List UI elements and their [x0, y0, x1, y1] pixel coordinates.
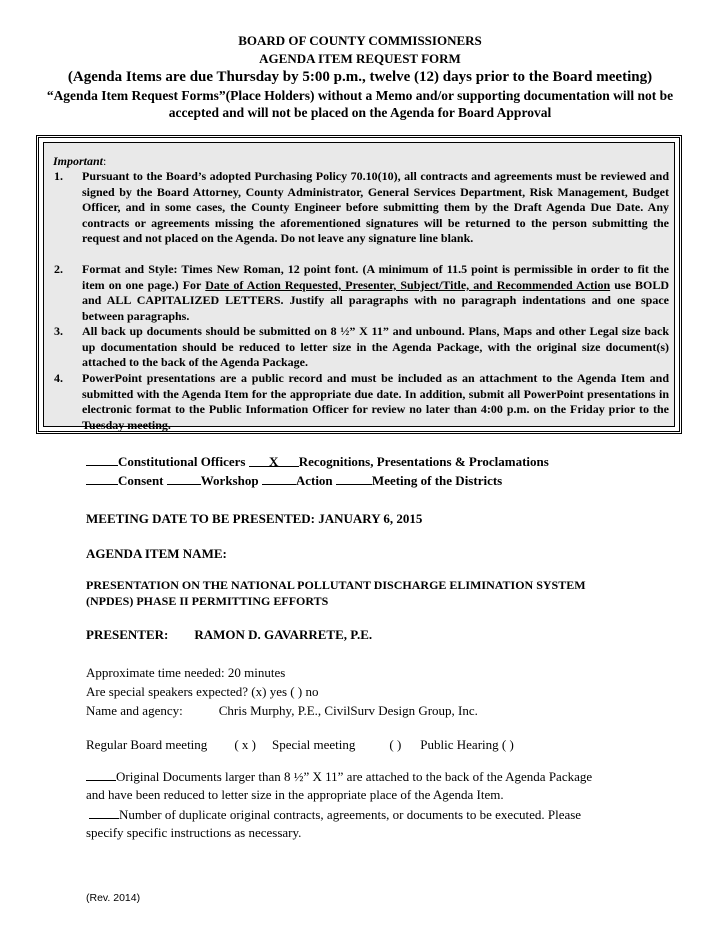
placeholder-notice: “Agenda Item Request Forms”(Place Holders) without a Memo and/or supporting documentation will not be accepted and will not be placed on the Agenda for Board Approval [46, 88, 674, 120]
agenda-item-name-line-1: PRESENTATION ON THE NATIONAL POLLUTANT DISCHARGE ELIMINATION SYSTEM [86, 578, 586, 592]
districts-blank[interactable] [336, 472, 372, 485]
originals-blank[interactable] [86, 768, 116, 781]
duplicates-blank[interactable] [89, 806, 119, 819]
form-title: BOARD OF COUNTY COMMISSIONERS [238, 33, 482, 48]
deadline-notice: (Agenda Items are due Thursday by 5:00 p.m., twelve (12) days prior to the Board meeting) [67, 69, 653, 85]
form-subtitle: AGENDA ITEM REQUEST FORM [259, 51, 461, 66]
agenda-item-label: AGENDA ITEM NAME: [86, 546, 227, 561]
presenter-label: PRESENTER: [86, 627, 169, 642]
agenda-item-name-line-2: (NPDES) PHASE II PERMITTING EFFORTS [86, 594, 329, 608]
category-row-2: Consent Workshop Action Meeting of the Districts [86, 472, 502, 489]
time-needed: Approximate time needed: 20 minutes [86, 665, 286, 680]
revision-footer: (Rev. 2014) [86, 892, 141, 904]
special-speakers: Are special speakers expected? (x) yes ( ) no [86, 684, 319, 699]
consent-blank[interactable] [86, 472, 118, 485]
duplicates-line-2: specify specific instructions as necessary. [86, 825, 302, 840]
presenter-row [86, 627, 372, 643]
originals-line-1: Original Documents larger than 8 ½” X 11” are attached to the back of the Agenda Package [86, 768, 592, 785]
meeting-date: MEETING DATE TO BE PRESENTED: JANUARY 6, 2015 [86, 511, 423, 526]
action-blank[interactable] [262, 472, 296, 485]
recognitions-blank[interactable]: X [249, 454, 299, 467]
important-box [36, 135, 682, 434]
category-row-1: Constitutional Officers X Recognitions, Presentations & Proclamations [86, 453, 549, 470]
important-box-inner: Important: 1. Pursuant to the Board’s adopted Purchasing Policy 70.10(10), all contracts and agreements must be reviewed and signed by the Board Attorney, County Administrator, General Services Department, Risk Management, Budget Officer, and in some cases, the County Engineer before submitting them by the Draft Agenda Due Date. Any contracts or agreements missing the aforementioned signatures will be returned to the person submitting the request and not placed on the Agenda. Do not leave any signature line blank. 2. Format and Style: Times New Roman, 12 point font. (A minimum of 11.5 point is permissible in order to fit the item on one page.) For Date of Action Requested, Presenter, Subject/Title, and Recommended Action use BOLD and ALL CAPITALIZED LETTERS. Justify all paragraphs with no paragraph indentations and one space between paragraphs. 3. All back up documents should be submitted on 8 ½” X 11” and unbound. Plans, Maps and other Legal size back up documentation should be reduced to letter size in the Agenda Package, with the original size document(s) attached to the back of the Agenda Package. 4. PowerPoint presentations are a public record and must be included as an attachment to the Agenda Item and submitted with the Agenda Item for the appropriate due date. In addition, submit all PowerPoint presentations in electronic format to the Public Information Officer for review no later than 4:00 p.m. on the Friday prior to the Tuesday meeting. [43, 142, 675, 427]
regular-meeting-mark[interactable]: ( x ) [234, 737, 256, 752]
duplicates-line-1: Number of duplicate original contracts, agreements, or documents to be executed. Please [86, 806, 581, 823]
presenter-name: RAMON D. GAVARRETE, P.E. [194, 627, 373, 642]
name-agency-row: Name and agency: Chris Murphy, P.E., CivilSurv Design Group, Inc. [86, 703, 478, 718]
special-meeting-mark[interactable]: ( ) [389, 737, 402, 752]
originals-line-2: and have been reduced to letter size in the appropriate place of the Agenda Item. [86, 787, 504, 802]
meeting-type-row: Regular Board meeting ( x ) Special meeting ( ) Public Hearing ( ) [86, 737, 514, 752]
workshop-blank[interactable] [167, 472, 201, 485]
public-hearing-mark[interactable]: Public Hearing ( ) [420, 737, 514, 752]
format-fields: Date of Action Requested, Presenter, Subject/Title, and Recommended Action [205, 277, 611, 292]
constitutional-blank[interactable] [86, 453, 118, 466]
important-label: Important: [53, 154, 107, 168]
